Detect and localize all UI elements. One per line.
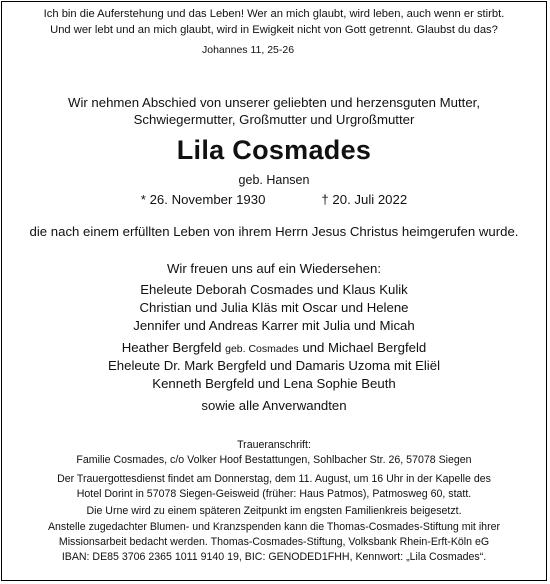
donation-line-1: Anstelle zugedachter Blumen- und Kranzspenden kann die Thomas-Cosmades-Stiftung mit ihrer: [47, 521, 501, 533]
urn-line: Die Urne wird zu einem späteren Zeitpunkt im engsten Familienkreis beigesetzt.: [86, 505, 462, 517]
service-line-2: Hotel Dorint in 57078 Siegen-Geisweid (früher: Haus Patmos), Patmosweg 60, statt.: [76, 488, 472, 500]
relatives-line: sowie alle Anverwandten: [201, 398, 347, 413]
bible-verse-line-1: Ich bin die Auferstehung und das Leben! Wer an mich glaubt, wird leben, auch wenn er stirbt.: [43, 8, 505, 20]
deceased-name: Lila Cosmades: [176, 135, 372, 165]
maiden-name: geb. Hansen: [238, 173, 310, 187]
mourner-line: Jennifer und Andreas Karrer mit Julia und Micah: [133, 318, 415, 333]
closing-sentence: die nach einem erfüllten Leben von ihrem Herrn Jesus Christus heimgerufen wurde.: [29, 224, 519, 239]
mourner-heather-name: Heather Bergfeld: [121, 340, 226, 355]
life-dates: [2, 192, 546, 207]
bible-verse-reference: Johannes 11, 25-26: [202, 44, 295, 56]
mourner-heather-nee: geb. Cosmades: [225, 343, 299, 355]
intro-line-1: Wir nehmen Abschied von unserer geliebten und herzensguten Mutter,: [68, 95, 480, 110]
mourner-line: Eheleute Dr. Mark Bergfeld und Damaris Uzoma mit Eliël: [107, 358, 440, 373]
mourner-line: Christian und Julia Kläs mit Oscar und Helene: [139, 300, 409, 315]
intro-line-2: Schwiegermutter, Großmutter und Urgroßmutter: [133, 112, 415, 127]
mourner-line: Kenneth Bergfeld und Lena Sophie Beuth: [152, 376, 396, 391]
mourner-line-heather: [2, 340, 546, 355]
donation-line-3: IBAN: DE85 3706 2365 1011 9140 19, BIC: GENODED1FHH, Kennwort: „Lila Cosmades“.: [61, 551, 487, 563]
death-date: † 20. Juli 2022: [321, 192, 408, 207]
reunion-line: Wir freuen uns auf ein Wiedersehen:: [166, 261, 382, 276]
address-line: Familie Cosmades, c/o Volker Hoof Bestattungen, Sohlbacher Str. 26, 57078 Siegen: [76, 454, 472, 466]
birth-date: * 26. November 1930: [140, 192, 266, 207]
service-line-1: Der Trauergottesdienst findet am Donnerstag, dem 11. August, um 16 Uhr in der Kapelle des: [57, 473, 491, 485]
mourner-heather-partner: und Michael Bergfeld: [298, 340, 427, 355]
address-heading: Traueranschrift:: [237, 439, 311, 451]
bible-verse-line-2: Und wer lebt und an mich glaubt, wird in Ewigkeit nicht von Gott getrennt. Glaubst du das?: [50, 24, 498, 36]
donation-line-2: Missionsarbeit bedacht werden. Thomas-Cosmades-Stiftung, Volksbank Rhein-Erft-Köln eG: [58, 536, 490, 548]
mourner-line: Eheleute Deborah Cosmades und Klaus Kulik: [140, 282, 408, 297]
obituary-notice: [1, 1, 547, 581]
